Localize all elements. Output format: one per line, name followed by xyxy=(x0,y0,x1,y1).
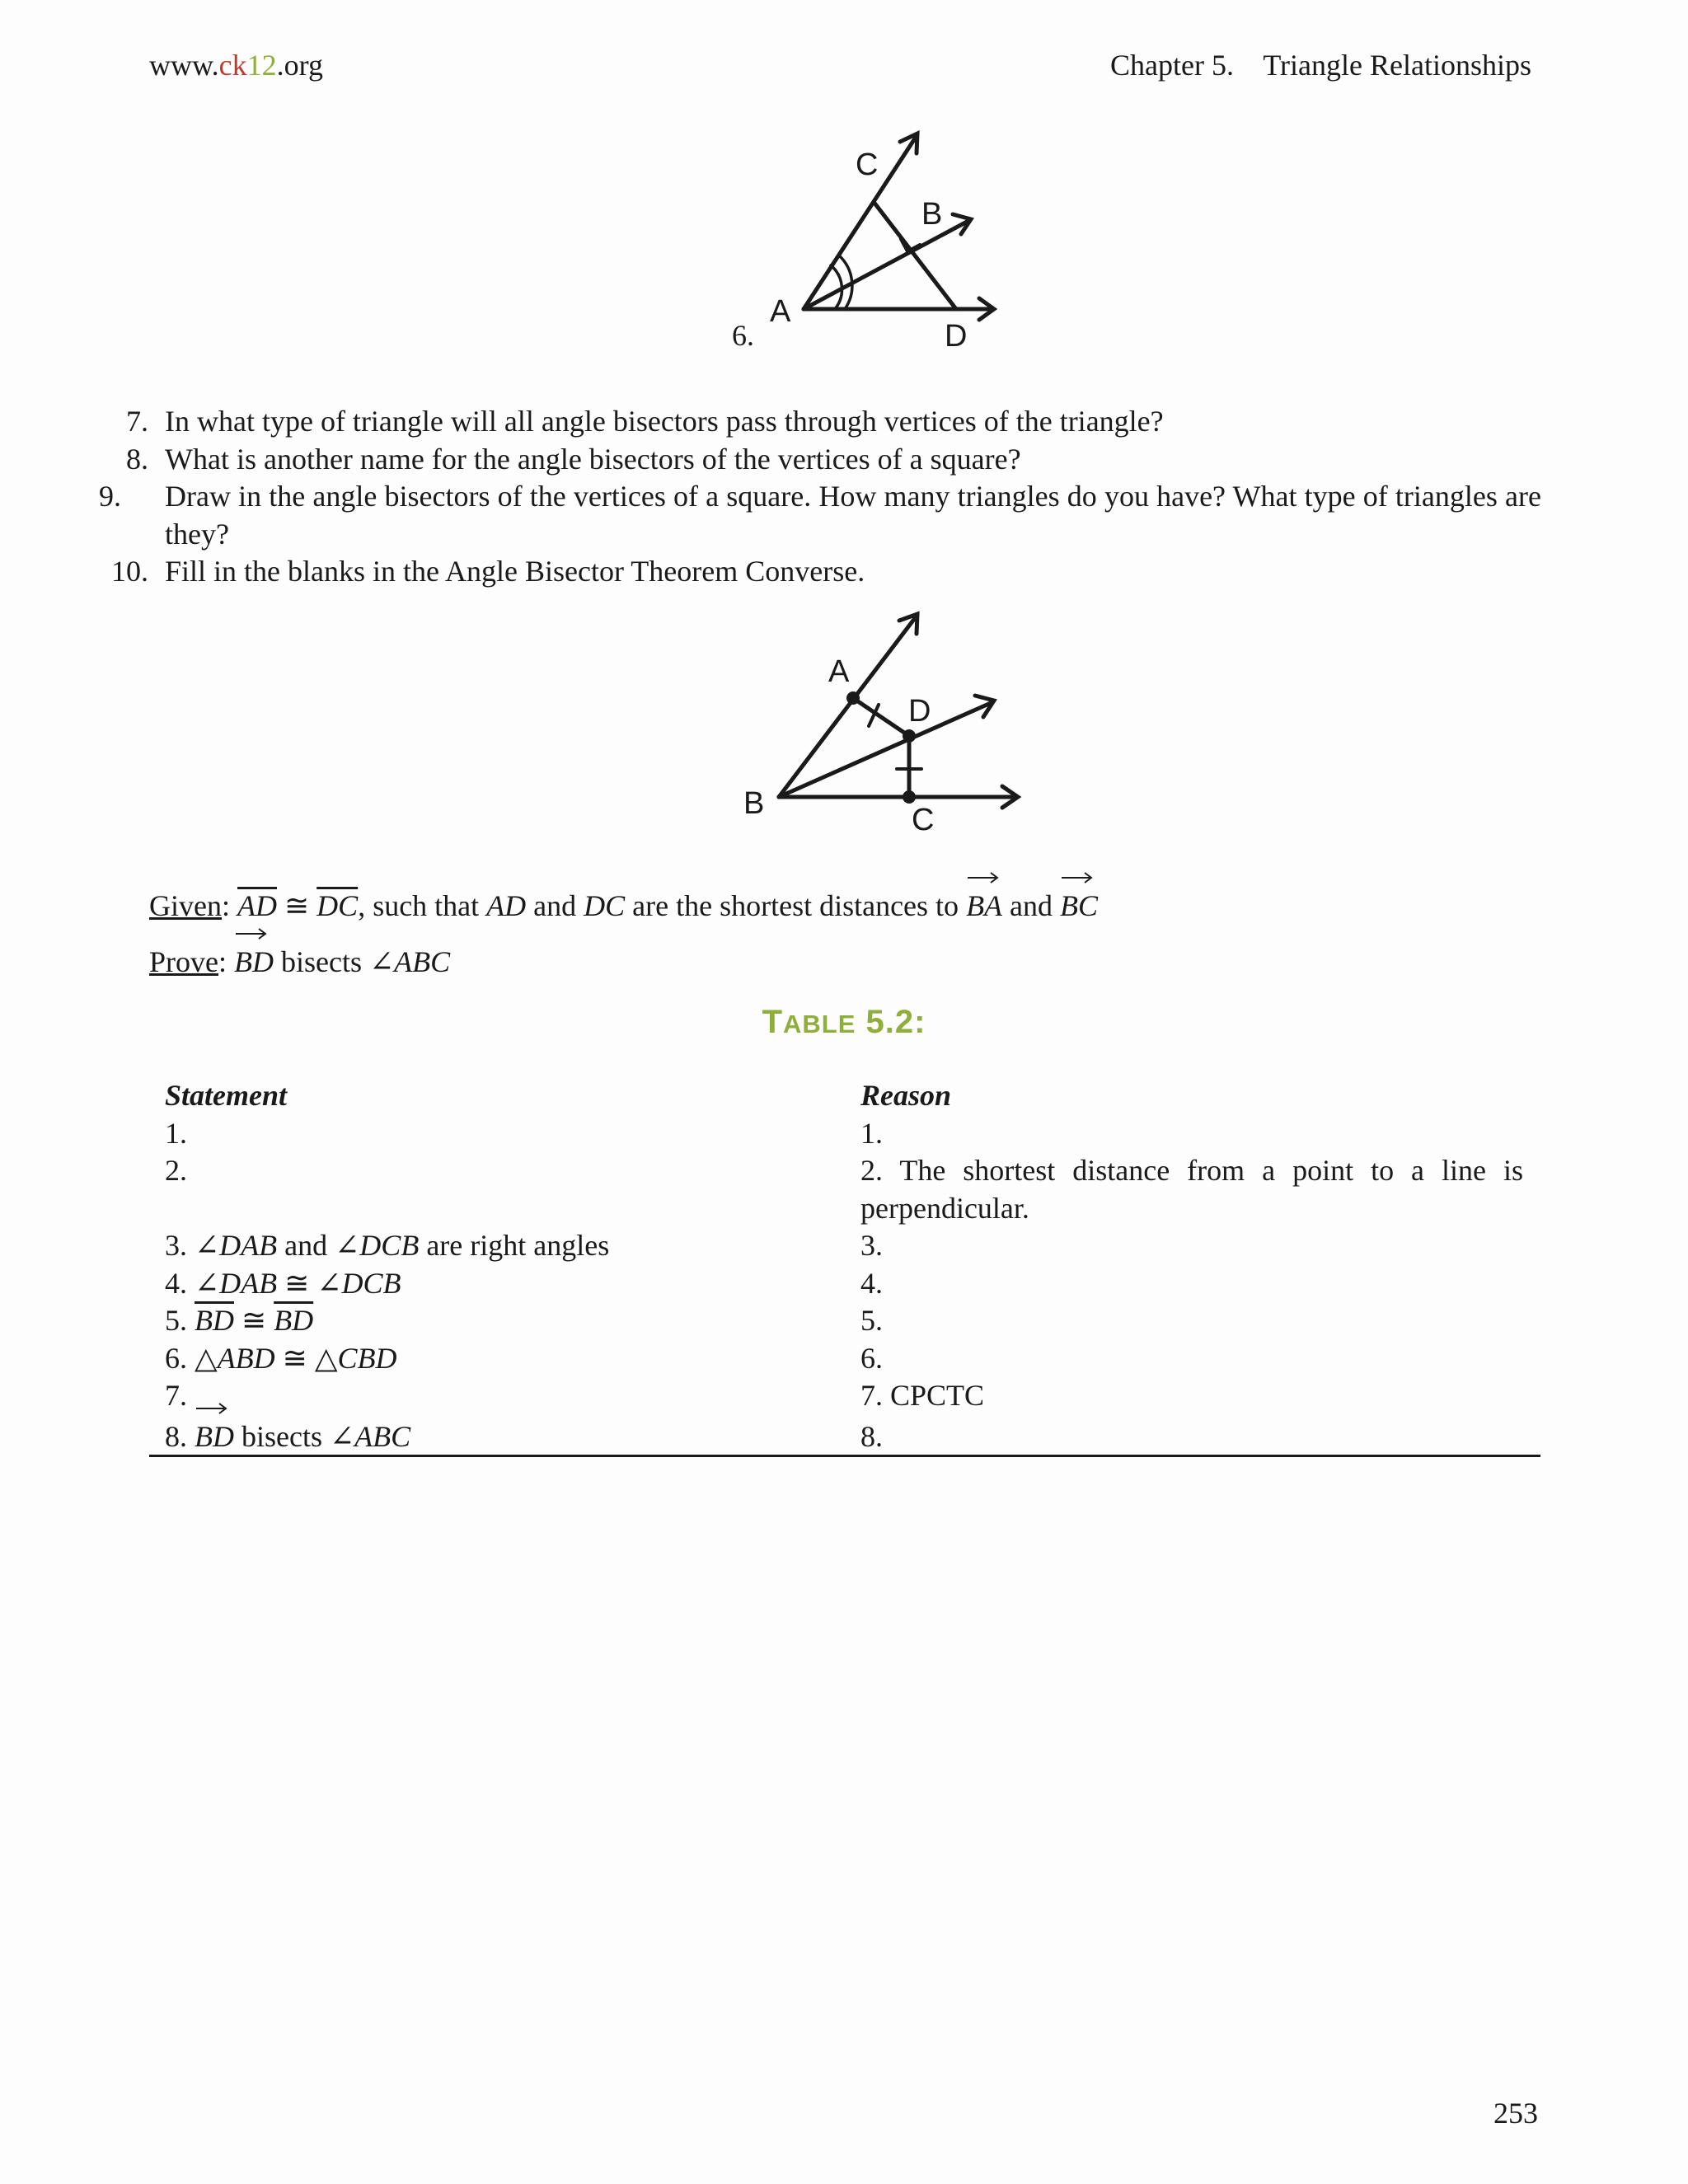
statement-8-number: 8. xyxy=(165,1420,187,1453)
site-ck: ck xyxy=(218,49,247,82)
given-ray-ba-text: BA xyxy=(966,889,1003,922)
prove-statement xyxy=(149,943,450,981)
table-title xyxy=(0,1004,1688,1041)
table-title-number: 5.2: xyxy=(856,1004,926,1040)
label-c: C xyxy=(912,803,935,837)
label-b: B xyxy=(921,197,943,232)
statement-8-tail: bisects xyxy=(234,1420,330,1453)
table-header-statement: Statement xyxy=(165,1079,288,1112)
reason-2: 2. The shortest distance from a point to a line is perpendicular. xyxy=(860,1154,1523,1225)
statement-8 xyxy=(165,1418,410,1455)
table-title-initial: T xyxy=(762,1004,783,1040)
label-c: C xyxy=(856,148,879,182)
statement-1: 1. xyxy=(165,1117,187,1150)
statement-5-segment-bd-2: $\overline{BD}$ xyxy=(274,1304,314,1337)
statement-5-number: 5. xyxy=(165,1304,187,1337)
vector-arrow-icon xyxy=(966,870,999,885)
statement-5-congruent: ≅ xyxy=(234,1304,274,1337)
statement-6-triangle-cbd: △CBD xyxy=(314,1342,397,1375)
given-segment-dc: $\overline{DC}$ xyxy=(316,889,359,922)
statement-8-ray-bd-text: BD xyxy=(195,1420,234,1453)
question-8-number: 8. xyxy=(126,443,148,476)
statement-4-angle-dab: ∠DAB xyxy=(195,1267,278,1300)
label-b: B xyxy=(743,786,765,821)
statement-2: 2. xyxy=(165,1154,187,1187)
ray-ba xyxy=(779,618,915,797)
site-12: 12 xyxy=(246,49,277,82)
reason-1: 1. xyxy=(860,1117,883,1150)
question-9-text: Draw in the angle bisectors of the vertices of a square. How many triangles do you have? What type of triangles are they? xyxy=(165,480,1541,551)
prove-ray-bd xyxy=(234,943,274,981)
given-ad: AD xyxy=(486,889,527,922)
statement-3 xyxy=(165,1226,609,1264)
reason-5: 5. xyxy=(860,1304,883,1337)
figure-6-number: 6. xyxy=(732,319,754,352)
reason-8: 8. xyxy=(860,1420,883,1453)
label-d: D xyxy=(908,694,931,729)
given-segment-ad: $\overline{AD}$ xyxy=(237,889,277,922)
prove-colon: : xyxy=(218,945,235,978)
vector-arrow-icon xyxy=(234,926,267,941)
question-9 xyxy=(99,477,1541,553)
reason-6: 6. xyxy=(860,1342,883,1375)
question-9-number: 9. xyxy=(99,480,121,513)
page-number: 253 xyxy=(1493,2097,1538,2130)
given-label: Given xyxy=(149,889,222,922)
question-10-text: Fill in the blanks in the Angle Bisector Theorem Converse. xyxy=(165,555,865,588)
given-and-1: and xyxy=(526,889,584,922)
statement-3-angle-dcb: ∠DCB xyxy=(335,1229,420,1262)
given-congruent: ≅ xyxy=(277,889,317,922)
label-d: D xyxy=(945,319,968,354)
prove-ray-bd-text: BD xyxy=(234,945,274,978)
chapter-title: Chapter 5. Triangle Relationships xyxy=(1110,49,1531,82)
question-10 xyxy=(111,552,1541,590)
table-header-reason: Reason xyxy=(860,1079,952,1112)
point-c xyxy=(903,790,916,804)
point-a xyxy=(846,691,860,705)
label-a: A xyxy=(828,654,850,689)
site-prefix: www. xyxy=(149,49,219,82)
reason-4: 4. xyxy=(860,1267,883,1300)
given-text-1: , such that xyxy=(358,889,487,922)
reason-3: 3. xyxy=(860,1229,883,1262)
statement-6 xyxy=(165,1339,397,1377)
question-10-number: 10. xyxy=(111,555,148,588)
question-7-text: In what type of triangle will all angle bisectors pass through vertices of the triangle? xyxy=(165,405,1164,438)
statement-7: 7. xyxy=(165,1379,187,1412)
statement-6-triangle-abd: △ABD xyxy=(195,1342,275,1375)
figure-6-diagram xyxy=(758,124,1022,354)
statement-3-tail: are right angles xyxy=(419,1229,610,1262)
vector-arrow-icon xyxy=(195,1401,227,1416)
given-text-2: are the shortest distances to xyxy=(625,889,967,922)
given-ray-bc-text: BC xyxy=(1060,889,1099,922)
statement-4-congruent: ≅ xyxy=(277,1267,317,1300)
given-colon: : xyxy=(221,889,237,922)
statement-8-ray-bd xyxy=(195,1418,234,1455)
statement-5-segment-bd: $\overline{BD}$ xyxy=(195,1304,234,1337)
given-ray-ba xyxy=(966,887,1002,925)
point-d xyxy=(903,729,916,743)
statement-5 xyxy=(165,1301,313,1339)
site-suffix: .org xyxy=(276,49,323,82)
vector-arrow-icon xyxy=(1060,870,1093,885)
table-title-smallcaps: ABLE xyxy=(783,1010,856,1038)
given-dc: DC xyxy=(584,889,626,922)
statement-3-number: 3. xyxy=(165,1229,187,1262)
statement-4 xyxy=(165,1264,401,1302)
question-8 xyxy=(126,440,1541,478)
statement-8-angle: ∠ABC xyxy=(329,1420,411,1453)
statement-4-angle-dcb: ∠DCB xyxy=(316,1267,401,1300)
statement-3-and: and xyxy=(277,1229,335,1262)
segment-ad xyxy=(853,698,909,736)
prove-text: bisects xyxy=(274,945,369,978)
label-a: A xyxy=(770,294,791,329)
statement-4-number: 4. xyxy=(165,1267,187,1300)
statement-6-congruent: ≅ xyxy=(274,1342,315,1375)
statement-3-angle-dab: ∠DAB xyxy=(195,1229,278,1262)
question-7 xyxy=(126,402,1541,440)
question-8-text: What is another name for the angle bisectors of the vertices of a square? xyxy=(165,443,1021,476)
given-and-2: and xyxy=(1002,889,1061,922)
question-7-number: 7. xyxy=(126,405,148,438)
table-bottom-rule xyxy=(149,1455,1540,1457)
segment-cd xyxy=(874,202,956,309)
site-url[interactable] xyxy=(149,48,323,82)
prove-label: Prove xyxy=(149,945,218,978)
figure-10-diagram xyxy=(734,606,1030,837)
given-ray-bc xyxy=(1060,887,1098,925)
given-statement xyxy=(149,887,1098,925)
statement-6-number: 6. xyxy=(165,1342,187,1375)
prove-angle: ∠ABC xyxy=(369,945,451,978)
reason-7: 7. CPCTC xyxy=(860,1379,985,1412)
